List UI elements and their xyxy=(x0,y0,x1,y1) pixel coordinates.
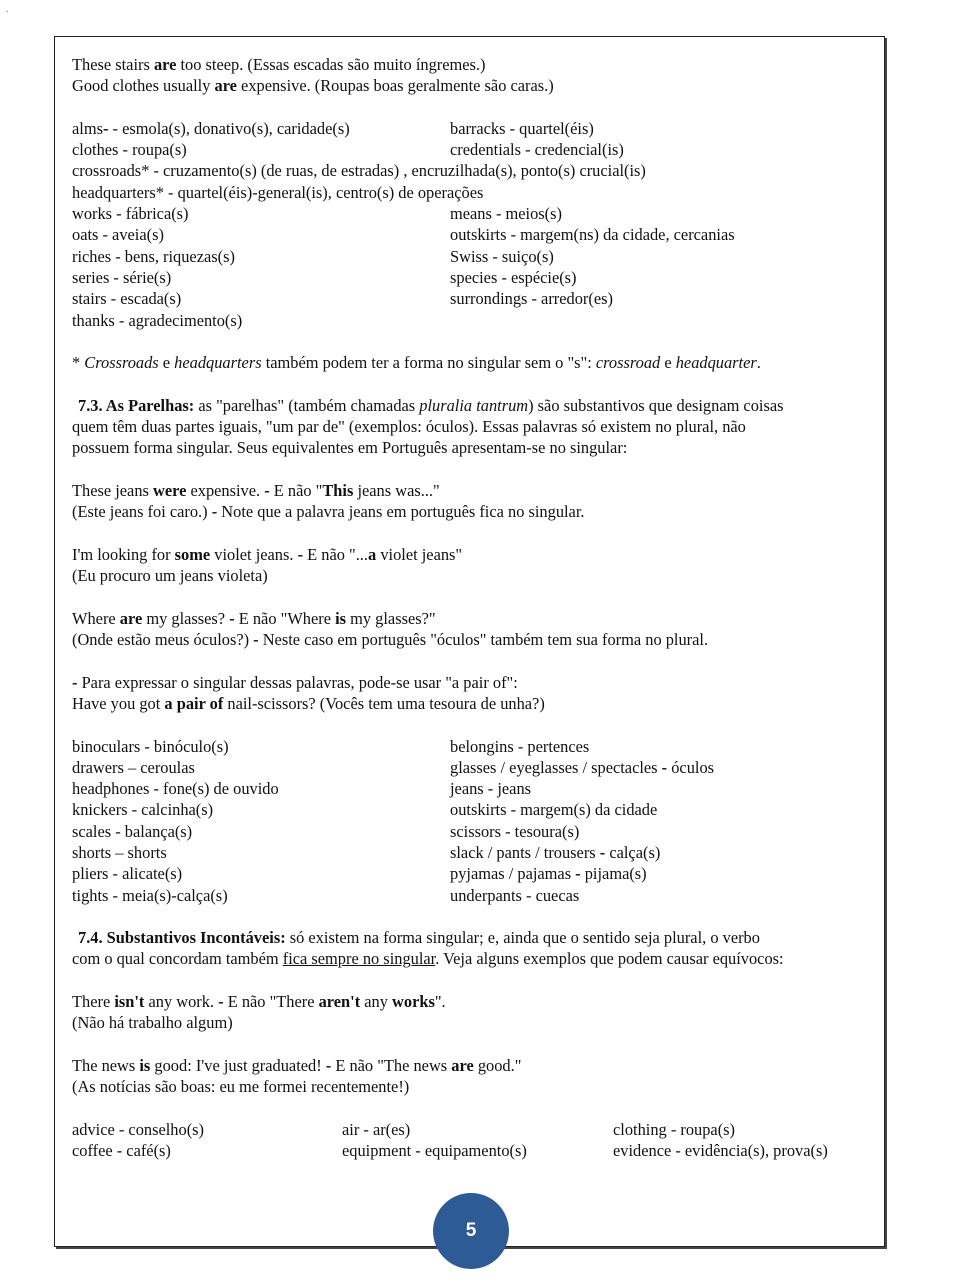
example-pair-of-sentence: Have you got a pair of nail-scissors? (Vocês tem uma tesoura de unha?) xyxy=(72,693,545,713)
list-item: binoculars - binóculo(s) belongins - pertences xyxy=(72,736,590,756)
list-item: headphones - fone(s) de ouvido jeans - jeans xyxy=(72,779,532,799)
uncountable-noun-list xyxy=(72,1119,872,1162)
footnote: * Crossroads e headquarters também podem ter a forma no singular sem o "s": crossroad e headquarter. xyxy=(72,353,761,373)
list-item: alms- - esmola(s), donativo(s), caridade(s) barracks - quartel(éis) xyxy=(72,118,594,138)
pair-noun-list xyxy=(72,736,872,906)
list-item: headquarters* - quartel(éis)-general(is), centro(s) de operações xyxy=(72,182,484,202)
list-item: pliers - alicate(s) pyjamas / pajamas - pijama(s) xyxy=(72,864,647,884)
list-item: drawers – ceroulas glasses / eyeglasses / spectacles - óculos xyxy=(72,757,715,777)
document-body xyxy=(72,54,872,1161)
list-item: riches - bens, riquezas(s) Swiss - suiço(s) xyxy=(72,246,554,266)
example-jeans-note: (Este jeans foi caro.) - Note que a palavra jeans em português fica no singular. xyxy=(72,502,585,522)
list-item: coffee - café(s) equipment - equipamento(s) evidence - evidência(s), prova(s) xyxy=(72,1141,828,1161)
plural-noun-list xyxy=(72,118,872,331)
example-pair-of: - Para expressar o singular dessas palavras, pode-se usar "a pair of": xyxy=(72,672,518,692)
paragraph-line: com o qual concordam também fica sempre no singular. Veja alguns exemplos que podem causar equívocos: xyxy=(72,949,784,969)
example-glasses: Where are my glasses? - E não "Where is my glasses?" xyxy=(72,608,436,628)
page-number-badge xyxy=(433,1193,509,1269)
paragraph-line: possuem forma singular. Seus equivalentes em Português apresentam-se no singular: xyxy=(72,438,628,458)
section-7-4-intro: 7.4. Substantivos Incontáveis: só existem na forma singular; e, ainda que o sentido seja plural, o verbo xyxy=(78,928,760,948)
section-heading: 7.3. As Parelhas: xyxy=(78,395,195,415)
list-item: shorts – shorts slack / pants / trousers - calça(s) xyxy=(72,842,661,862)
list-item: oats - aveia(s) outskirts - margem(ns) da cidade, cercanias xyxy=(72,225,735,245)
list-item: tights - meia(s)-calça(s) underpants - cuecas xyxy=(72,885,580,905)
list-item: knickers - calcinha(s) outskirts - margem(s) da cidade xyxy=(72,800,658,820)
example-violet-note: (Eu procuro um jeans violeta) xyxy=(72,566,268,586)
example-work: There isn't any work. - E não "There aren't any works". xyxy=(72,992,446,1012)
paragraph-line: quem têm duas partes iguais, "um par de" (exemplos: óculos). Essas palavras só existem no plural, não xyxy=(72,417,746,437)
list-item: scales - balança(s) scissors - tesoura(s) xyxy=(72,821,580,841)
list-item: advice - conselho(s) air - ar(es) clothing - roupa(s) xyxy=(72,1119,735,1139)
list-item: clothes - roupa(s) credentials - credencial(is) xyxy=(72,140,624,160)
list-item: works - fábrica(s) means - meios(s) xyxy=(72,204,562,224)
list-item: crossroads* - cruzamento(s) (de ruas, de estradas) , encruzilhada(s), ponto(s) crucial(is) xyxy=(72,161,646,181)
example-violet: I'm looking for some violet jeans. - E não "...a violet jeans" xyxy=(72,544,463,564)
example-glasses-note: (Onde estão meus óculos?) - Neste caso em português "óculos" também tem sua forma no plural. xyxy=(72,630,709,650)
intro-line-2: Good clothes usually are expensive. (Roupas boas geralmente são caras.) xyxy=(72,76,554,96)
list-item: stairs - escada(s) surrondings - arredor(es) xyxy=(72,289,613,309)
example-work-note: (Não há trabalho algum) xyxy=(72,1013,233,1033)
intro-line-1: These stairs are too steep. (Essas escadas são muito íngremes.) xyxy=(72,55,486,74)
list-item: thanks - agradecimento(s) xyxy=(72,310,243,330)
example-jeans: These jeans were expensive. - E não "This jeans was..." xyxy=(72,480,440,500)
page-number: 5 xyxy=(465,1220,477,1241)
section-heading: 7.4. Substantivos Incontáveis: xyxy=(78,928,286,948)
section-7-3-intro: 7.3. As Parelhas: as "parelhas" (também chamadas pluralia tantrum) são substantivos que designam coisas xyxy=(78,395,784,415)
corner-mark: . xyxy=(6,4,9,14)
list-item: series - série(s) species - espécie(s) xyxy=(72,267,577,287)
example-news: The news is good: I've just graduated! - E não "The news are good." xyxy=(72,1055,522,1075)
example-news-note: (As notícias são boas: eu me formei recentemente!) xyxy=(72,1077,410,1097)
